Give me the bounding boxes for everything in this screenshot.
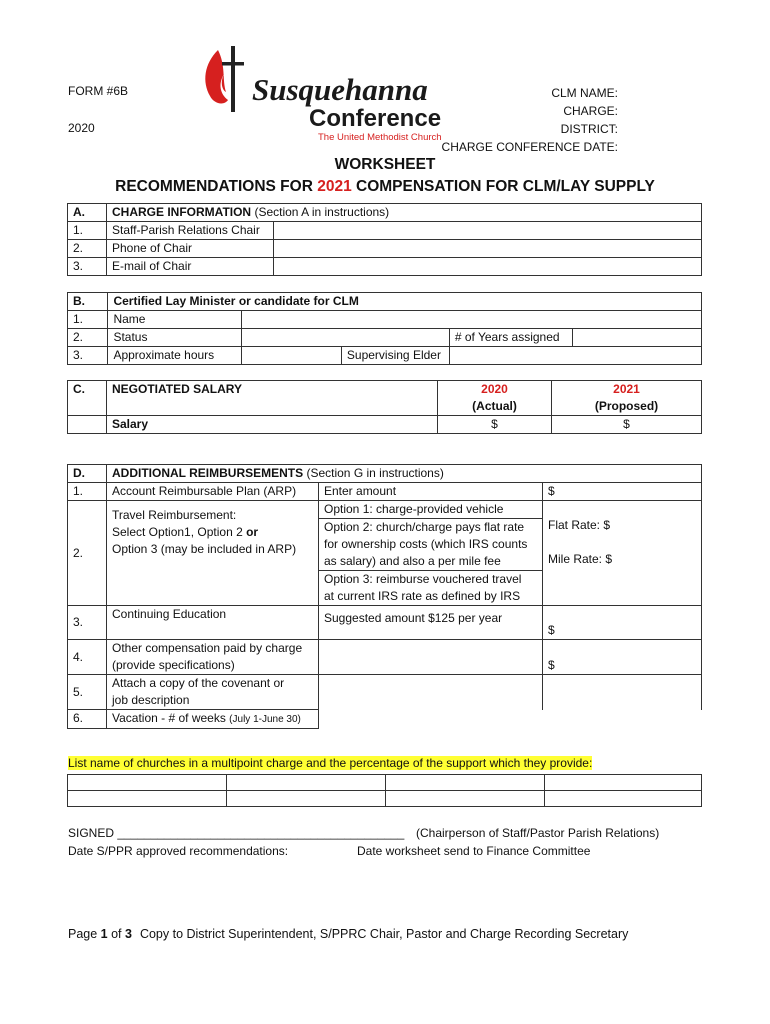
salary-2021-field[interactable]: $ (552, 416, 702, 434)
other-comp-spec-field[interactable] (319, 640, 543, 675)
conference-logo (200, 44, 450, 149)
travel-label: Travel Reimbursement: Select Option1, Option 2 or Option 3 (may be included in ARP) (107, 501, 319, 606)
church-cell[interactable] (68, 791, 227, 807)
status-field[interactable] (242, 329, 450, 347)
spr-chair-field[interactable] (274, 222, 702, 240)
logo-line1: Susquehanna (252, 72, 428, 107)
section-a-table: A. CHARGE INFORMATION (Section A in instructions) 1. Staff-Parish Relations Chair 2. Phone of Chair 3. E-mail of Chair (67, 203, 702, 276)
section-d-heading: ADDITIONAL REIMBURSEMENTS (Section G in instructions) (107, 465, 702, 483)
chair-phone-label: Phone of Chair (107, 240, 274, 258)
date-finance-label: Date worksheet send to Finance Committee (357, 844, 591, 858)
section-a-heading: CHARGE INFORMATION (Section A in instructions) (107, 204, 702, 222)
church-cell[interactable] (68, 775, 227, 791)
covenant-label: Attach a copy of the covenant or job description (107, 675, 319, 710)
mile-rate-field[interactable]: Mile Rate: $ (548, 552, 613, 566)
churches-table (67, 774, 702, 807)
vacation-label: Vacation - # of weeks (July 1-June 30) (107, 710, 319, 729)
charge-label: CHARGE: (563, 104, 618, 118)
logo-line2: Conference (309, 105, 442, 132)
signed-role: (Chairperson of Staff/Pastor Parish Relations) (416, 826, 660, 840)
chair-phone-field[interactable] (274, 240, 702, 258)
travel-options (319, 501, 543, 606)
chair-email-label: E-mail of Chair (107, 258, 274, 276)
form-year: 2020 (68, 121, 95, 135)
hours-label: Approximate hours (108, 347, 242, 365)
clm-name-row-label: Name (108, 311, 242, 329)
option-2: Option 2: church/charge pays flat rate for ownership costs (which IRS counts as salary) and also a per mile fee (319, 519, 542, 571)
salary-2020-field[interactable]: $ (438, 416, 552, 434)
section-a-letter: A. (68, 204, 107, 222)
hours-field[interactable] (242, 347, 342, 365)
col-2021-header: 2021 (Proposed) (552, 381, 702, 416)
arp-enter-amount: Enter amount (319, 483, 543, 501)
section-b-table: B. Certified Lay Minister or candidate for CLM 1. Name 2. Status # of Years assigned 3. Approximate hours Supervising Elder (67, 292, 702, 365)
salary-label: Salary (107, 416, 438, 434)
continuing-ed-label: Continuing Education (107, 606, 319, 640)
continuing-ed-suggestion: Suggested amount $125 per year (319, 606, 543, 640)
charge-conference-date-label: CHARGE CONFERENCE DATE: (441, 140, 618, 154)
negotiated-salary-heading: NEGOTIATED SALARY (107, 381, 438, 416)
church-cell[interactable] (227, 775, 386, 791)
supervising-elder-field[interactable] (449, 347, 701, 365)
clm-name-label: CLM NAME: (551, 86, 618, 100)
chair-email-field[interactable] (274, 258, 702, 276)
section-c-table: C. NEGOTIATED SALARY 2020 (Actual) 2021 (Proposed) Salary $ $ (67, 380, 702, 434)
col-2020-header: 2020 (Actual) (438, 381, 552, 416)
worksheet-title: WORKSHEET (334, 156, 436, 173)
continuing-ed-field[interactable]: $ (543, 606, 702, 640)
church-cell[interactable] (386, 791, 545, 807)
worksheet-subtitle: RECOMMENDATIONS FOR 2021 COMPENSATION FOR CLM/LAY SUPPLY (115, 178, 655, 195)
section-d-table: D. ADDITIONAL REIMBURSEMENTS (Section G in instructions) 1. Account Reimbursable Plan (ARP) Enter amount $ 2. Travel Reimbursement: Select Option1, Option 2 or Option 3 (may be included in ARP) Option 1: charge-provided vehicle Option 2: church/charge pays flat rate for ownership costs (which IRS counts as salary) and also a per mile fee Option 3: reimburse vouchered travel at current IRS rate as defined by IRS Flat Rate: $ Mile Rate: $ 3. Continuing Education Suggested amount $125 per year $ 4. Other compensation paid by charge (provide specifications) $ 5. Attach a copy of the covenant or job description 6. Vacation - # of weeks (July 1-June 30) (67, 464, 702, 729)
travel-rates[interactable] (543, 501, 702, 606)
page-footer: Page 1 of 3 Copy to District Superintendent, S/PPRC Chair, Pastor and Charge Recording Secretary (68, 927, 629, 941)
date-spr-label: Date S/PPR approved recommendations: (68, 844, 289, 858)
arp-label: Account Reimbursable Plan (ARP) (107, 483, 319, 501)
years-assigned-field[interactable] (573, 329, 702, 347)
district-label: DISTRICT: (560, 122, 618, 136)
section-b-heading: Certified Lay Minister or candidate for CLM (108, 293, 702, 311)
other-comp-label: Other compensation paid by charge (provide specifications) (107, 640, 319, 675)
other-comp-field[interactable]: $ (543, 640, 702, 675)
signed-line[interactable]: SIGNED ___________________________________________ (68, 826, 405, 840)
church-cell[interactable] (227, 791, 386, 807)
option-1: Option 1: charge-provided vehicle (319, 501, 542, 519)
church-cell[interactable] (386, 775, 545, 791)
header-fields (442, 84, 618, 156)
form-number: FORM #6B (68, 84, 129, 98)
logo-line3: The United Methodist Church (318, 132, 442, 143)
church-cell[interactable] (545, 791, 702, 807)
cross-and-flame-logo-icon (200, 44, 450, 149)
flat-rate-field[interactable]: Flat Rate: $ (548, 518, 611, 532)
supervising-elder-label: Supervising Elder (341, 347, 449, 365)
years-assigned-label: # of Years assigned (449, 329, 572, 347)
churches-prompt: List name of churches in a multipoint charge and the percentage of the support which they provide: (68, 756, 593, 770)
option-3: Option 3: reimburse vouchered travel at current IRS rate as defined by IRS (324, 572, 522, 603)
spr-chair-label: Staff-Parish Relations Chair (107, 222, 274, 240)
clm-name-field[interactable] (242, 311, 702, 329)
church-cell[interactable] (545, 775, 702, 791)
arp-amount-field[interactable]: $ (543, 483, 702, 501)
status-label: Status (108, 329, 242, 347)
